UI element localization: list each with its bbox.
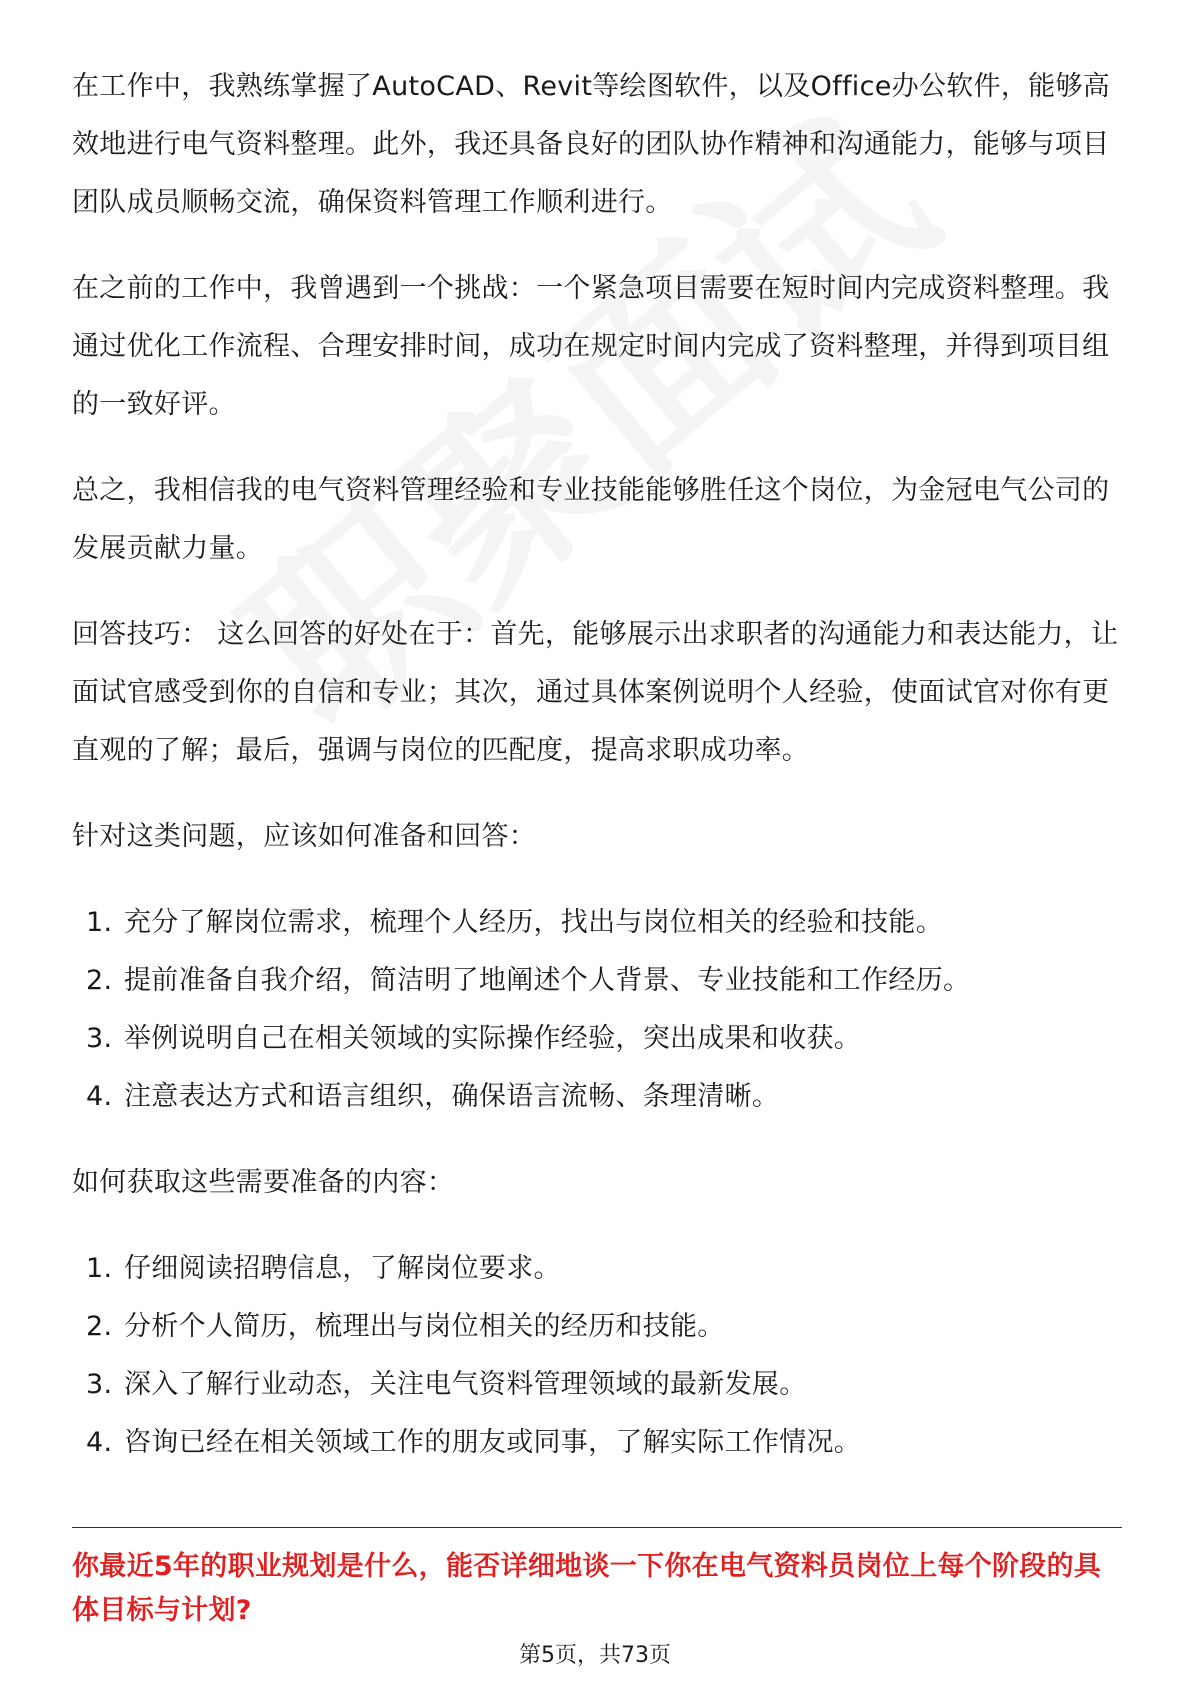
- list-text: 分析个人简历，梳理出与岗位相关的经历和技能。: [124, 1311, 725, 1342]
- paragraph-answer-tips: 回答技巧： 这么回答的好处在于：首先，能够展示出求职者的沟通能力和表达能力，让面试官感受到你的自信和专业；其次，通过具体案例说明个人经验，使面试官对你有更直观的了解；最后，强调与岗位的匹配度，提高求职成功率。: [72, 619, 1119, 766]
- list-number: 2.: [86, 1311, 113, 1342]
- list-item: [72, 1010, 1122, 1068]
- paragraph-challenge: 在之前的工作中，我曾遇到一个挑战：一个紧急项目需要在短时间内完成资料整理。我通过优化工作流程、合理安排时间，成功在规定时间内完成了资料整理，并得到项目组的一致好评。: [72, 273, 1110, 420]
- obtain-list: [72, 1240, 1122, 1472]
- section-heading-obtain: 如何获取这些需要准备的内容：: [72, 1167, 455, 1198]
- list-item: [72, 1240, 1122, 1298]
- next-question-heading: 你最近5年的职业规划是什么，能否详细地谈一下你在电气资料员岗位上每个阶段的具体目标与计划?: [72, 1551, 1102, 1626]
- list-number: 3.: [86, 1023, 113, 1054]
- section-heading-prepare: 针对这类问题，应该如何准备和回答：: [72, 821, 537, 852]
- section-divider: [72, 1527, 1122, 1528]
- list-number: 4.: [86, 1081, 113, 1112]
- list-text: 注意表达方式和语言组织，确保语言流畅、条理清晰。: [124, 1081, 780, 1112]
- list-number: 1.: [86, 907, 113, 938]
- paragraph-summary: 总之，我相信我的电气资料管理经验和专业技能能够胜任这个岗位，为金冠电气公司的发展贡献力量。: [72, 475, 1110, 564]
- list-item: [72, 1414, 1122, 1472]
- list-number: 3.: [86, 1369, 113, 1400]
- page-number: 第5页，共73页: [519, 1643, 671, 1668]
- list-text: 提前准备自我介绍，简洁明了地阐述个人背景、专业技能和工作经历。: [124, 965, 971, 996]
- list-text: 咨询已经在相关领域工作的朋友或同事，了解实际工作情况。: [124, 1427, 862, 1458]
- paragraph-skills: 在工作中，我熟练掌握了AutoCAD、Revit等绘图软件，以及Office办公软件，能够高效地进行电气资料整理。此外，我还具备良好的团队协作精神和沟通能力，能够与项目团队成员顺畅交流，确保资料管理工作顺利进行。: [72, 71, 1111, 218]
- list-item: [72, 1068, 1122, 1126]
- page-content: [72, 58, 1122, 1500]
- list-item: [72, 894, 1122, 952]
- list-item: [72, 1298, 1122, 1356]
- list-text: 仔细阅读招聘信息，了解岗位要求。: [124, 1253, 561, 1284]
- list-text: 深入了解行业动态，关注电气资料管理领域的最新发展。: [124, 1369, 807, 1400]
- list-item: [72, 952, 1122, 1010]
- list-number: 2.: [86, 965, 113, 996]
- prepare-list: [72, 894, 1122, 1126]
- list-number: 4.: [86, 1427, 113, 1458]
- list-number: 1.: [86, 1253, 113, 1284]
- list-item: [72, 1356, 1122, 1414]
- list-text: 充分了解岗位需求，梳理个人经历，找出与岗位相关的经验和技能。: [124, 907, 943, 938]
- list-text: 举例说明自己在相关领域的实际操作经验，突出成果和收获。: [124, 1023, 862, 1054]
